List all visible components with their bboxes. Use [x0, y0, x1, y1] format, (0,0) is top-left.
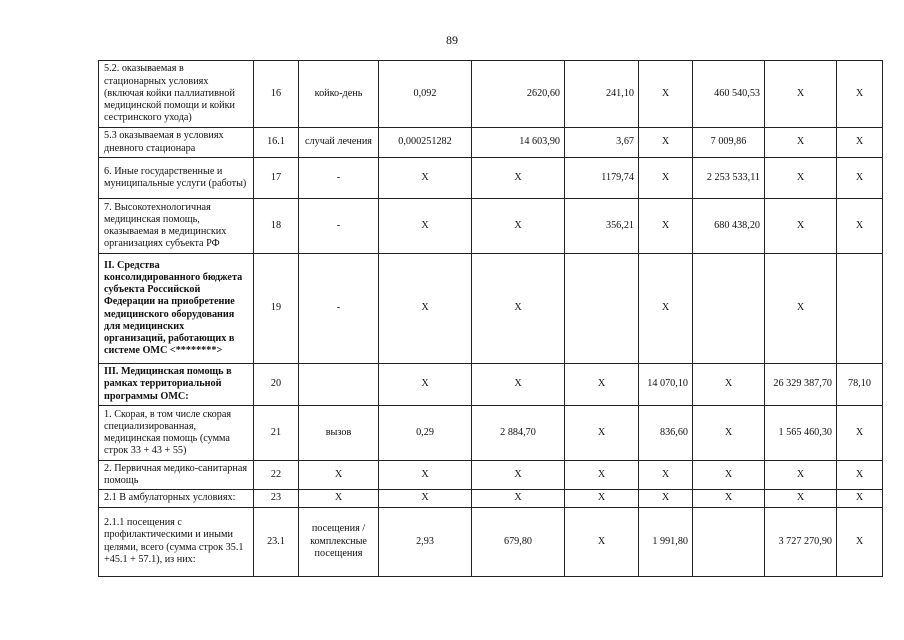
value-cell: 680 438,20	[693, 199, 765, 254]
value-cell: X	[565, 507, 639, 576]
value-cell: X	[379, 364, 472, 406]
row-code: 16.1	[254, 128, 299, 158]
value-cell	[693, 507, 765, 576]
row-code: 23	[254, 490, 299, 507]
value-cell: X	[693, 461, 765, 490]
value-cell: 26 329 387,70	[765, 364, 837, 406]
unit-cell: вызов	[299, 406, 379, 461]
row-name: 1. Скорая, в том числе скорая специализированная, медицинская помощь (сумма строк 33 + 43 + 55)	[99, 406, 254, 461]
value-cell: 2620,60	[472, 61, 565, 128]
table-row	[99, 406, 883, 461]
value-cell: X	[639, 461, 693, 490]
value-cell	[565, 254, 639, 364]
table-row	[99, 128, 883, 158]
row-name: 2.1.1 посещения с профилактическими и иными целями, всего (сумма строк 35.1 +45.1 + 57.1), из них:	[99, 507, 254, 576]
unit-cell: -	[299, 199, 379, 254]
value-cell: X	[837, 61, 883, 128]
value-cell: X	[837, 490, 883, 507]
unit-cell: случай лечения	[299, 128, 379, 158]
table-row	[99, 490, 883, 507]
value-cell: 0,000251282	[379, 128, 472, 158]
row-code: 23.1	[254, 507, 299, 576]
value-cell: X	[765, 128, 837, 158]
value-cell: X	[693, 490, 765, 507]
value-cell: X	[765, 490, 837, 507]
value-cell: X	[472, 254, 565, 364]
page-number: 89	[446, 33, 458, 47]
value-cell: X	[765, 461, 837, 490]
unit-cell	[299, 364, 379, 406]
unit-cell: посещения / комплексные посещения	[299, 507, 379, 576]
value-cell: X	[379, 254, 472, 364]
value-cell: X	[639, 61, 693, 128]
value-cell: X	[379, 461, 472, 490]
table-row	[99, 461, 883, 490]
row-name: II. Средства консолидированного бюджета субъекта Российской Федерации на приобретение медицинского оборудования для медицинских организаций, работающих в системе ОМС <********>	[99, 254, 254, 364]
value-cell: X	[765, 61, 837, 128]
value-cell: X	[837, 406, 883, 461]
row-code: 16	[254, 61, 299, 128]
value-cell: 460 540,53	[693, 61, 765, 128]
value-cell: X	[472, 158, 565, 199]
row-name: 6. Иные государственные и муниципальные услуги (работы)	[99, 158, 254, 199]
value-cell: 2,93	[379, 507, 472, 576]
value-cell: 3 727 270,90	[765, 507, 837, 576]
value-cell: X	[639, 199, 693, 254]
value-cell: X	[765, 254, 837, 364]
row-code: 22	[254, 461, 299, 490]
value-cell: 836,60	[639, 406, 693, 461]
value-cell: X	[639, 490, 693, 507]
value-cell: 1 565 460,30	[765, 406, 837, 461]
value-cell: X	[639, 128, 693, 158]
value-cell: X	[565, 406, 639, 461]
value-cell: X	[765, 158, 837, 199]
value-cell: X	[565, 461, 639, 490]
value-cell: X	[472, 461, 565, 490]
value-cell: 1179,74	[565, 158, 639, 199]
value-cell: X	[693, 364, 765, 406]
row-code: 19	[254, 254, 299, 364]
unit-cell: койко-день	[299, 61, 379, 128]
value-cell: X	[765, 199, 837, 254]
value-cell: X	[837, 461, 883, 490]
value-cell: X	[472, 490, 565, 507]
value-cell: 0,29	[379, 406, 472, 461]
value-cell: 3,67	[565, 128, 639, 158]
table-row	[99, 61, 883, 128]
value-cell: X	[837, 128, 883, 158]
row-name: III. Медицинская помощь в рамках территориальной программы ОМС:	[99, 364, 254, 406]
row-name: 2. Первичная медико-санитарная помощь	[99, 461, 254, 490]
row-code: 20	[254, 364, 299, 406]
row-code: 21	[254, 406, 299, 461]
value-cell: 14 070,10	[639, 364, 693, 406]
value-cell: 356,21	[565, 199, 639, 254]
value-cell: X	[693, 406, 765, 461]
value-cell	[837, 254, 883, 364]
value-cell: X	[565, 490, 639, 507]
value-cell: X	[639, 158, 693, 199]
table-row	[99, 199, 883, 254]
table-row	[99, 364, 883, 406]
value-cell: X	[379, 158, 472, 199]
value-cell: X	[837, 507, 883, 576]
value-cell: X	[639, 254, 693, 364]
row-code: 18	[254, 199, 299, 254]
value-cell: X	[379, 490, 472, 507]
table-row	[99, 507, 883, 576]
unit-cell: -	[299, 158, 379, 199]
value-cell	[693, 254, 765, 364]
row-name: 7. Высокотехнологичная медицинская помощь, оказываемая в медицинских организациях субъекта РФ	[99, 199, 254, 254]
value-cell: 2 884,70	[472, 406, 565, 461]
table-row	[99, 254, 883, 364]
value-cell: X	[565, 364, 639, 406]
value-cell: X	[472, 364, 565, 406]
unit-cell: X	[299, 490, 379, 507]
value-cell: 78,10	[837, 364, 883, 406]
unit-cell: X	[299, 461, 379, 490]
value-cell: X	[837, 158, 883, 199]
value-cell: 2 253 533,11	[693, 158, 765, 199]
value-cell: X	[837, 199, 883, 254]
value-cell: 1 991,80	[639, 507, 693, 576]
row-name: 5.3 оказываемая в условиях дневного стационара	[99, 128, 254, 158]
row-name: 2.1 В амбулаторных условиях:	[99, 490, 254, 507]
value-cell: 241,10	[565, 61, 639, 128]
value-cell: X	[472, 199, 565, 254]
value-cell: 7 009,86	[693, 128, 765, 158]
table-row	[99, 158, 883, 199]
value-cell: 679,80	[472, 507, 565, 576]
unit-cell: -	[299, 254, 379, 364]
value-cell: 0,092	[379, 61, 472, 128]
row-name: 5.2. оказываемая в стационарных условиях (включая койки паллиативной медицинской помощи и койки сестринского ухода)	[99, 61, 254, 128]
value-cell: 14 603,90	[472, 128, 565, 158]
financing-table	[98, 60, 883, 577]
row-code: 17	[254, 158, 299, 199]
value-cell: X	[379, 199, 472, 254]
